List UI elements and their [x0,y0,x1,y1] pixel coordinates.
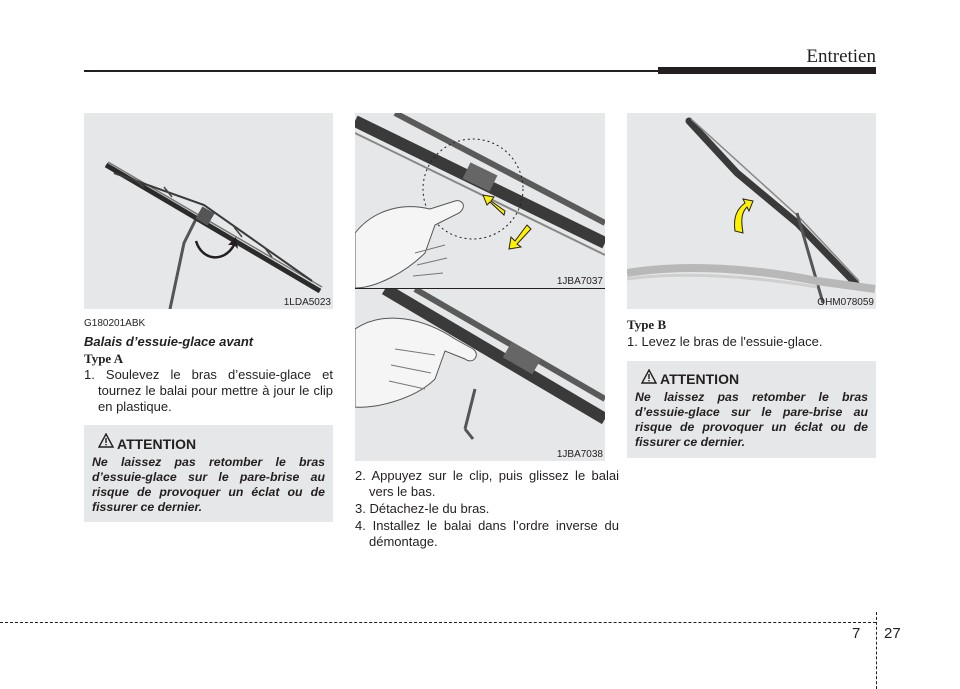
figure-slide-blade [355,289,605,461]
step-3: 3. Détachez-le du bras. [355,501,490,516]
wiper-blade-illustration [84,113,333,309]
section-subheading: Balais d’essuie-glace avant [84,334,254,349]
clip-press-illustration [355,113,605,288]
caution-box-1 [84,425,333,522]
type-b-label: Type B [627,317,667,332]
caution-heading: ATTENTION [660,371,740,387]
wiper-arm-lift-illustration [627,113,876,309]
step-1-type-b: 1. Levez le bras de l'essuie-glace. [627,334,823,349]
caution-text: Ne laissez pas retomber le bras d’essuie-glace sur le pare-brise au risque de provoquer un éclat ou de fissurer ce dernier. [92,455,325,514]
chapter-number: 7 [852,625,861,642]
footer-dashed-rule [0,622,876,623]
header-rule-thick [658,67,876,74]
reference-code: G180201ABK [84,318,146,329]
figure-wiper-type-a [84,113,333,309]
figure-code: OHM078059 [817,297,874,308]
caution-heading: ATTENTION [117,436,197,452]
caution-box-2 [627,361,876,458]
page-number: 27 [884,625,901,642]
figure-code: 1LDA5023 [283,297,331,308]
blade-slide-illustration [355,289,605,461]
header-rule [84,70,658,72]
warning-triangle-icon [98,433,114,448]
figure-press-clip [355,113,605,288]
section-title: Entretien [806,46,876,67]
caution-text: Ne laissez pas retomber le bras d’essuie-glace sur le pare-brise au risque de provoquer un éclat ou de fissurer ce dernier. [635,390,868,449]
footer-dashed-divider [876,612,877,689]
warning-triangle-icon [641,369,657,384]
step-1-type-a: 1. Soulevez le bras d’essuie-glace et tournez le balai pour mettre à jour le clip en plastique. [84,367,333,414]
step-4: 4. Installez le balai dans l’ordre inverse du démontage. [355,518,619,549]
figure-wiper-type-b [627,113,876,309]
figure-code: 1JBA7037 [556,276,603,287]
type-a-label: Type A [84,351,124,366]
step-2: 2. Appuyez sur le clip, puis glissez le balai vers le bas. [355,468,619,499]
figure-code: 1JBA7038 [556,449,603,460]
